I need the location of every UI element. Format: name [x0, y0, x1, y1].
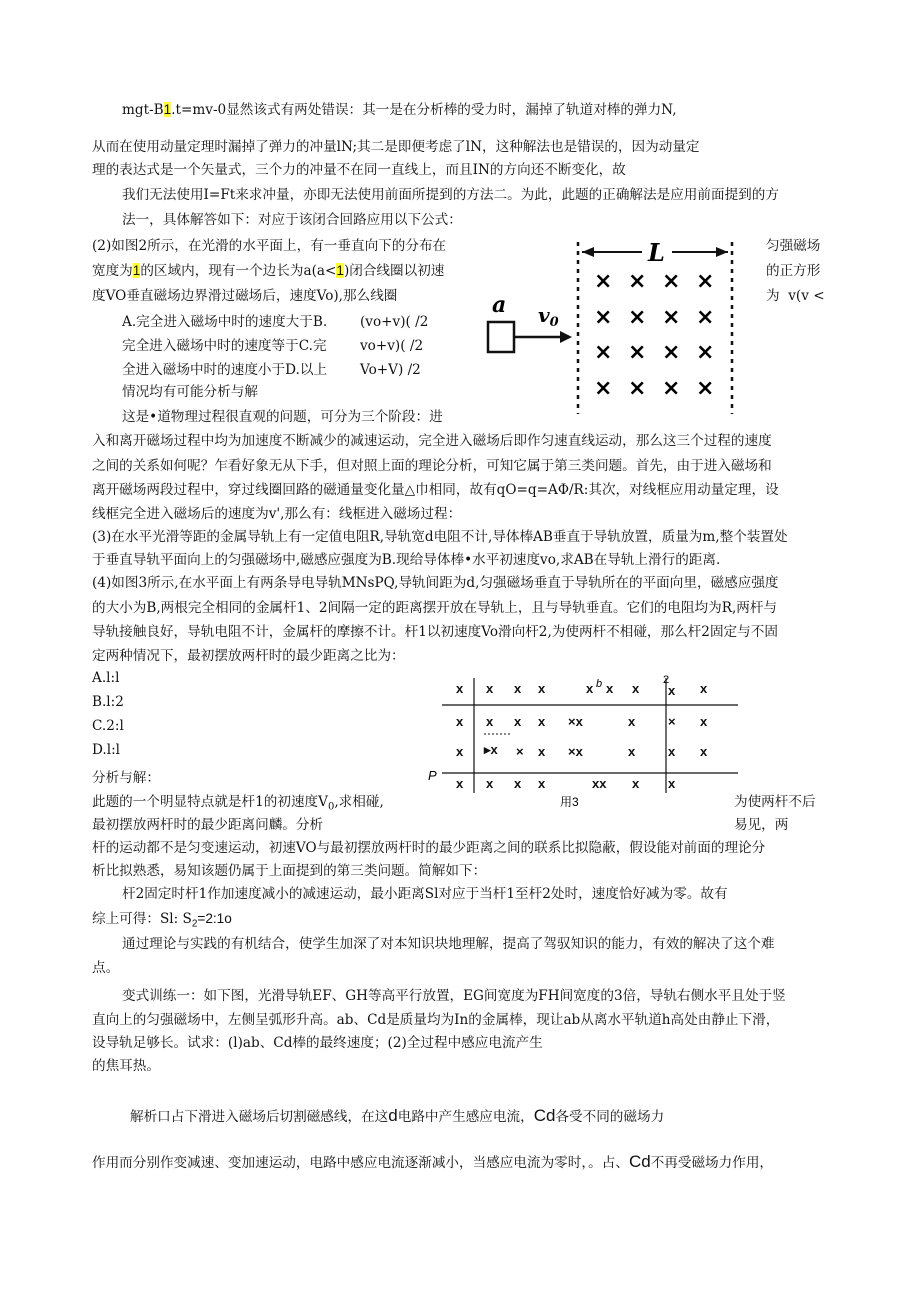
field-mark: ×x: [568, 744, 583, 759]
side-text-1: 匀强磁场: [766, 238, 821, 254]
text-line-1: mgt-B1.t=mv-0显然该式有两处错误：其一是在分析棒的受力时，漏掉了轨道对棒的弹力N,: [122, 102, 677, 118]
velocity-arrowhead: [560, 331, 572, 343]
text-line-34: 综上可得：Sl: $S_2=2:1o$: [92, 911, 232, 930]
field-cross: ×: [696, 305, 715, 330]
coil-label: a: [492, 292, 507, 318]
field-cross: ×: [662, 305, 681, 330]
field-mark: x: [456, 681, 464, 696]
text-line-39: 设导轨足够长。试求：(l)ab、Cd棒的最终速度；(2)全过程中感应电流产生: [92, 1035, 543, 1051]
field-mark: x: [632, 776, 640, 791]
side-text-2: 的正方形: [766, 263, 821, 279]
field-mark: x: [514, 681, 522, 696]
field-cross: ×: [696, 376, 715, 401]
text-line-7: 宽度为1的区域内，现有一个边长为a(a<1)闭合线圈以初速: [92, 263, 445, 279]
field-mark: xx: [592, 776, 607, 791]
field-mark: x: [514, 714, 522, 729]
highlight-mark: 1: [336, 263, 344, 278]
field-mark: x: [628, 744, 636, 759]
text-line-4: 我们无法使用I=Ft来求冲量，亦即无法使用前面所提到的方法二。为此，此题的正确解法是应用前面提到的方: [122, 187, 779, 203]
width-arrow-left: [582, 247, 594, 257]
text-line-19: 于垂直导轨平面向上的匀强磁场中,磁感应强度为B.现给导体棒•水平初速度vo,求AB在导轨上滑行的距离.: [92, 552, 721, 568]
text-line-42: 作用而分别作变减速、变加速运动，电路中感应电流逐渐减小，当感应电流为零时，。占、Cd不再受磁场力作用，: [92, 1152, 774, 1171]
text-line-17: 线框完全进入磁场后的速度为v',那么有：线框进入磁场过程：: [92, 506, 462, 522]
text-line-38: 直向上的匀强磁场中，左侧呈弧形升高。ab、Cd是质量均为In的金属棒，现让ab从离水平轨道h高处由静止下滑，: [92, 1012, 780, 1028]
text-line-5: 法一，具体解答如下：对应于该闭合回路应用以下公式：: [122, 212, 462, 228]
field-mark: ×x: [568, 714, 583, 729]
field-mark: x: [486, 714, 494, 729]
field-cross: ×: [662, 340, 681, 365]
field-mark: x: [668, 744, 676, 759]
choice-c: C.2:l: [92, 718, 124, 734]
option-expr-a: (vo+v)( /2: [360, 314, 429, 330]
text-line-12: 情况均有可能分析与解: [122, 384, 258, 400]
text-line-30: 最初摆放两杆时的最少距离问麟。分析: [92, 817, 324, 833]
choice-b: B.l:2: [92, 694, 124, 710]
field-mark: x: [668, 776, 676, 791]
text-line-18: (3)在水平光滑等距的金属导轨上有一定值电阻R,导轨宽d电阻不计,导体棒AB垂直于导轨放置，质量为m,整个装置处: [92, 529, 788, 545]
text-line-16: 离开磁场两段过程中，穿过线圈回路的磁通量变化量△巾相同，故有qO=q=AΦ/R:其次，对线框应用动量定理，设: [92, 482, 779, 498]
text-line-29: 此题的一个明显特点就是杆1的初速度$V_0$,求相碰,: [92, 794, 384, 813]
field-mark: x: [538, 744, 546, 759]
text-line-6: (2)如图2所示，在光滑的水平面上，有一垂直向下的分布在: [92, 238, 447, 254]
rail-label-p: P: [428, 768, 437, 783]
field-mark: x: [538, 776, 546, 791]
text-line-30-right: 易见，两: [734, 817, 789, 833]
text-line-21: 的大小为B,两根完全相同的金属杆1、2间隔一定的距离摆开放在导轨上，且与导轨垂直。它们的电阻均为R,两杆与: [92, 600, 778, 616]
text-line-40: 的焦耳热。: [92, 1058, 160, 1074]
text-line-35: 通过理论与实践的有机结合，使学生加深了对本知识块地理解，提高了驾驭知识的能力，有效的解决了这个难: [122, 936, 775, 952]
field-mark: x: [700, 681, 708, 696]
field-mark: x: [486, 681, 494, 696]
field-cross: ×: [662, 269, 681, 294]
velocity-label: $v_0$: [538, 303, 559, 330]
field-cross: ×: [696, 340, 715, 365]
field-mark: x: [632, 681, 640, 696]
text-line-23: 定两种情况下，最初摆放两杆时的最少距离之比为：: [92, 648, 405, 664]
field-mark: x: [456, 776, 464, 791]
text-line-29-right: 为使两杆不后: [734, 794, 816, 810]
field-mark: x: [606, 681, 614, 696]
field-cross: ×: [628, 269, 647, 294]
option-expr-c: Vo+V) /2: [360, 362, 421, 378]
field-mark: x: [586, 681, 594, 696]
field-mark: x: [700, 744, 708, 759]
field-cross: ×: [628, 340, 647, 365]
text-line-15: 之间的关系如何呢？乍看好象无从下手，但对照上面的理论分析，可知它属于第三类问题。首先，由于进入磁场和: [92, 458, 772, 474]
figure-3-rails: [420, 668, 740, 818]
option-expr-b: vo+v)( /2: [360, 338, 424, 354]
field-cross: ×: [628, 376, 647, 401]
b-label: b: [596, 678, 603, 690]
field-cross: ×: [594, 269, 613, 294]
text-line-22: 导轨接触良好，导轨电阻不计，金属杆的摩擦不计。杆1以初速度Vo滑向杆2,为使两杆不相碰，那么杆2固定与不固: [92, 624, 778, 640]
field-crosses: [594, 269, 714, 401]
text-line-31: 杆的运动都不是匀变速运动，初速VO与最初摆放两杆时的最少距离之间的联系比拟隐蔽，假设能对前面的理论分: [92, 840, 766, 856]
field-cross: ×: [594, 340, 613, 365]
field-mark: ×: [668, 714, 676, 729]
text-line-28: 分析与解：: [92, 770, 160, 786]
text-line-3: 理的表达式是一个矢量式，三个力的冲量不在同一直线上，而且IN的方向还不断变化，故: [92, 162, 626, 178]
width-label: L: [648, 238, 665, 267]
field-mark: x: [456, 744, 464, 759]
text-line-33: 杆2固定时杆1作加速度减小的减速运动，最小距离Sl对应于当杆1至杆2处时，速度恰好减为零。故有: [122, 886, 728, 902]
field-mark: x: [456, 714, 464, 729]
text-line-20: (4)如图3所示,在水平面上有两条导电导轨MNsPQ,导轨间距为d,匀强磁场垂直于导轨所在的平面向里，磁感应强度: [92, 575, 779, 591]
field-mark: x: [486, 776, 494, 791]
figure-3-caption: 用3: [560, 795, 579, 809]
option-line-c: 全进入磁场中时的速度小于D.以上: [122, 362, 328, 378]
field-cross: ×: [628, 305, 647, 330]
field-mark: x: [538, 681, 546, 696]
choice-a: A.l:l: [92, 670, 120, 686]
field-mark: x: [700, 714, 708, 729]
field-mark: ▸x: [484, 742, 498, 757]
option-line-a: A.完全进入磁场中时的速度大于B.: [122, 314, 328, 330]
highlight-mark: 1: [132, 263, 141, 278]
field-mark: x: [628, 714, 636, 729]
field-mark: x: [514, 776, 522, 791]
field-mark: ×: [516, 744, 524, 759]
figure-2-magnetic-field: [478, 232, 918, 422]
field-cross: ×: [662, 376, 681, 401]
highlight-mark: 1: [163, 102, 172, 117]
side-text-3: 为 v(v <: [766, 288, 825, 304]
text-line-13: 这是•道物理过程很直观的问题，可分为三个阶段：进: [122, 409, 443, 425]
field-cross: ×: [594, 376, 613, 401]
coil-square: [488, 322, 514, 352]
width-arrow-right: [716, 247, 728, 257]
text-line-2: 从而在使用动量定理时漏掉了弹力的冲量lN;其二是即便考虑了lN，这种解法也是错误的，因为动量定: [92, 139, 700, 155]
option-line-b: 完全进入磁场中时的速度等于C.完: [122, 338, 327, 354]
text-line-36: 点。: [92, 960, 120, 976]
field-mark: x: [538, 714, 546, 729]
choice-d: D.l:l: [92, 742, 121, 758]
rod-2-label: 2: [663, 674, 670, 686]
field-cross: ×: [696, 269, 715, 294]
text-line-37: 变式训练一：如下图，光滑导轨EF、GH等高平行放置，EG间宽度为FH间宽度的3倍，导轨右侧水平且处于竖: [122, 988, 786, 1004]
text-line-32: 析比拟熟悉，易知该题仍属于上面提到的第三类问题。简解如下：: [92, 863, 487, 879]
field-cross: ×: [594, 305, 613, 330]
text-line-14: 入和离开磁场过程中均为加速度不断减少的减速运动，完全进入磁场后即作匀速直线运动，那么这三个过程的速度: [92, 433, 772, 449]
text-line-41: 解析口占下滑进入磁场后切割磁感线，在这d电路中产生感应电流，Cd各受不同的磁场力: [130, 1106, 665, 1125]
field-mark: x: [668, 683, 676, 698]
text-line-8: 度VO垂直磁场边界滑过磁场后，速度Vo),那么线圈: [92, 288, 398, 304]
